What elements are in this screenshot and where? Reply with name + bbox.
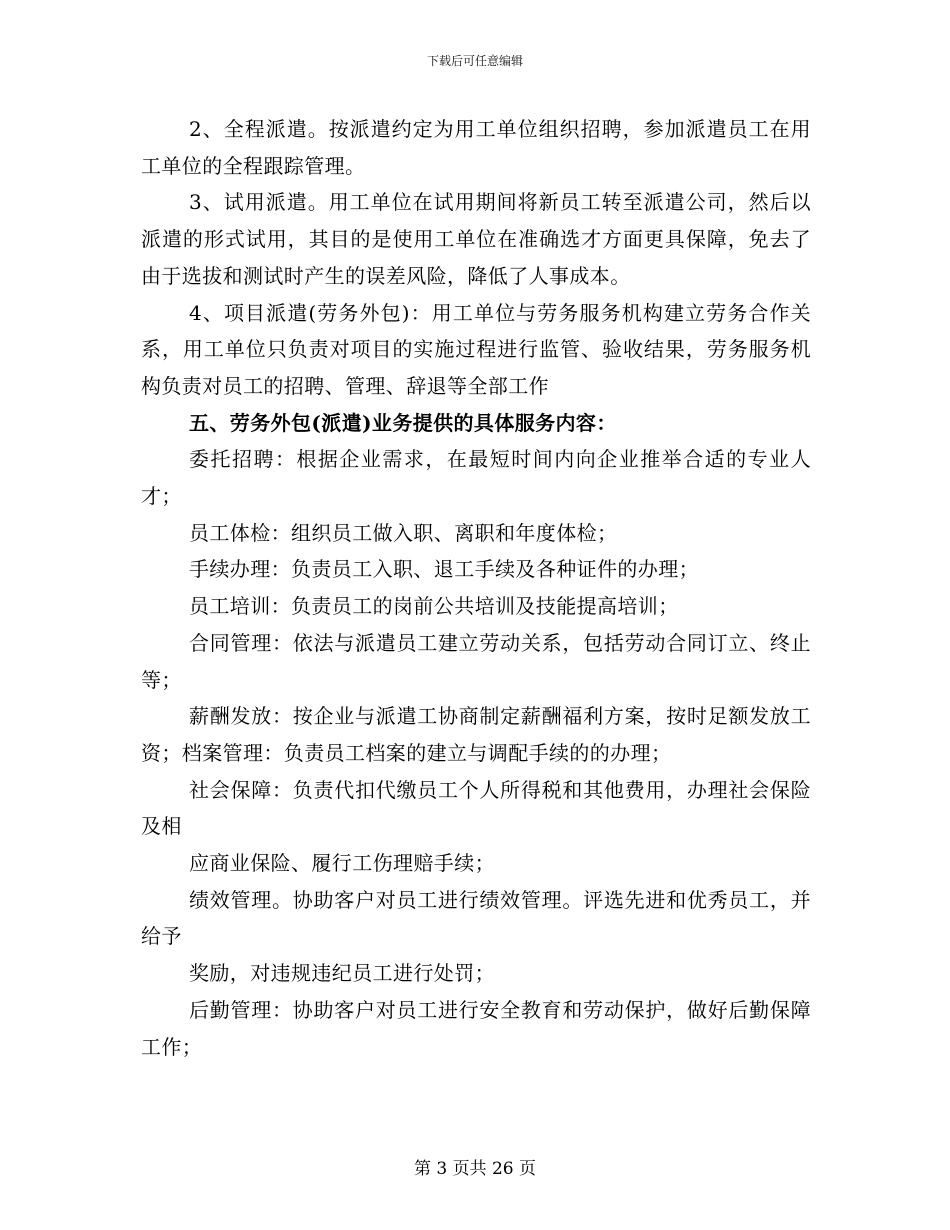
paragraph-performance: 绩效管理。协助客户对员工进行绩效管理。评选先进和优秀员工，并给予	[141, 887, 811, 949]
paragraph-payroll: 薪酬发放：按企业与派遣工协商制定薪酬福利方案，按时足额发放工资；档案管理：负责员工档案的建立与调配手续的的办理；	[141, 704, 811, 765]
paragraph-training: 员工培训：负责员工的岗前公共培训及技能提高培训；	[189, 594, 679, 619]
paragraph-social-security-cont: 应商业保险、履行工伤理赔手续；	[189, 851, 495, 876]
paragraph-trial-dispatch: 3、试用派遣。用工单位在试用期间将新员工转至派遣公司，然后以派遣的形式试用，其目的是使用工单位在准确选才方面更具保障，免去了由于选拔和测试时产生的误差风险，降低了人事成本。	[141, 190, 811, 288]
paragraph-procedures: 手续办理：负责员工入职、退工手续及各种证件的办理；	[189, 557, 699, 582]
paragraph-full-dispatch: 2、全程派遣。按派遣约定为用工单位组织招聘，参加派遣员工在用工单位的全程跟踪管理。	[141, 117, 811, 178]
paragraph-social-security: 社会保障：负责代扣代缴员工个人所得税和其他费用，办理社会保险及相	[141, 777, 811, 839]
paragraph-performance-cont: 奖励，对违规违纪员工进行处罚；	[189, 961, 495, 986]
paragraph-project-dispatch: 4、项目派遣(劳务外包)：用工单位与劳务服务机构建立劳务合作关系，用工单位只负责对项目的实施过程进行监管、验收结果，劳务服务机构负责对员工的招聘、管理、辞退等全部工作	[141, 300, 811, 398]
section-heading: 五、劳务外包(派遣)业务提供的具体服务内容：	[189, 410, 617, 435]
header-note: 下载后可任意编辑	[426, 54, 523, 68]
paragraph-health-check: 员工体检：组织员工做入职、离职和年度体检；	[189, 520, 618, 545]
paragraph-logistics: 后勤管理：协助客户对员工进行安全教育和劳动保护，做好后勤保障工作；	[141, 997, 811, 1059]
document-body	[141, 111, 811, 1065]
paragraph-contract: 合同管理：依法与派遣员工建立劳动关系，包括劳动合同订立、终止等；	[141, 630, 811, 692]
page-number: 第 3 页共 26 页	[413, 1159, 537, 1179]
paragraph-recruitment: 委托招聘：根据企业需求，在最短时间内向企业推举合适的专业人才；	[141, 447, 811, 509]
